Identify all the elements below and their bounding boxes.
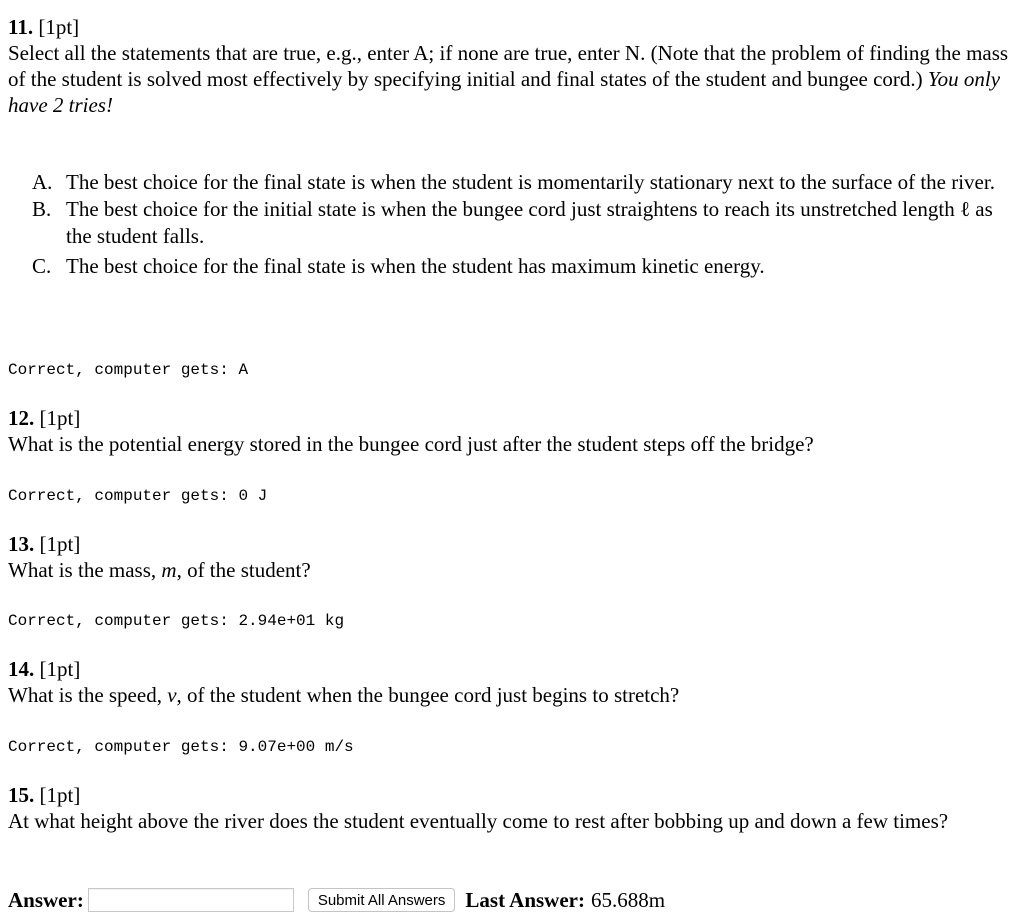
feedback-q14: Correct, computer gets: 9.07e+00 m/s: [8, 738, 354, 756]
question-number: 12.: [8, 406, 35, 430]
question-number: 14.: [8, 657, 35, 681]
option-letter: A.: [32, 170, 53, 194]
question-text-part: , of the student when the bungee cord just begins to stretch?: [176, 683, 680, 707]
question-points: [1pt]: [39, 783, 81, 807]
question-number: 13.: [8, 532, 35, 556]
option-text: The best choice for the final state is when the student has maximum kinetic energy.: [66, 254, 765, 278]
question-points: [1pt]: [38, 15, 80, 39]
variable-v: v: [167, 683, 177, 707]
last-answer-value: 65.688m: [590, 888, 666, 912]
feedback-q12: Correct, computer gets: 0 J: [8, 487, 268, 505]
question-text: [8, 682, 1016, 708]
question-11: [8, 14, 1016, 118]
question-header: [8, 405, 1016, 431]
question-text: [8, 557, 1016, 583]
answer-row: [8, 885, 665, 915]
variable-m: m: [161, 558, 177, 582]
statement-options: [8, 169, 1016, 279]
answer-label: Answer:: [8, 888, 84, 912]
question-points: [1pt]: [39, 406, 81, 430]
question-header: [8, 782, 1016, 808]
option-text: The best choice for the initial state is when the bungee cord just straightens to reach its unstretched length ℓ as the student falls.: [66, 197, 993, 248]
question-points: [1pt]: [39, 532, 81, 556]
option-text: The best choice for the final state is when the student is momentarily stationary next to the surface of the river.: [66, 170, 995, 194]
question-text-part: What is the mass,: [8, 558, 162, 582]
option-letter: B.: [32, 197, 52, 221]
answer-input[interactable]: [88, 888, 294, 912]
question-15: [8, 782, 1016, 834]
question-header: [8, 656, 1016, 682]
feedback-q13: Correct, computer gets: 2.94e+01 kg: [8, 612, 345, 630]
question-text-part: , of the student?: [176, 558, 311, 582]
question-text: What is the potential energy stored in the bungee cord just after the student steps off the bridge?: [8, 432, 814, 456]
tries-warning: You only have 2 tries!: [8, 67, 1001, 117]
question-number: 15.: [8, 783, 35, 807]
question-text-main: Select all the statements that are true, e.g., enter A; if none are true, enter N. (Note that the problem of finding the mass of the student is solved most effectively by specifying initial and final states of the student and bungee cord.): [8, 41, 1009, 91]
option-a: [32, 169, 1016, 195]
option-b: [32, 196, 1016, 250]
last-answer-label: Last Answer:: [465, 888, 585, 912]
option-letter: C.: [32, 254, 52, 278]
question-text: At what height above the river does the student eventually come to rest after bobbing up and down a few times?: [8, 809, 949, 833]
question-number: 11.: [8, 15, 34, 39]
question-12: [8, 405, 1016, 457]
question-header: [8, 14, 1016, 40]
submit-all-answers-button[interactable]: Submit All Answers: [308, 888, 456, 912]
question-14: [8, 656, 1016, 708]
option-c: [32, 253, 1016, 279]
question-text: [8, 40, 1016, 118]
question-header: [8, 531, 1016, 557]
question-points: [1pt]: [39, 657, 81, 681]
feedback-q11: Correct, computer gets: A: [8, 361, 249, 379]
question-text-part: What is the speed,: [8, 683, 168, 707]
question-13: [8, 531, 1016, 583]
